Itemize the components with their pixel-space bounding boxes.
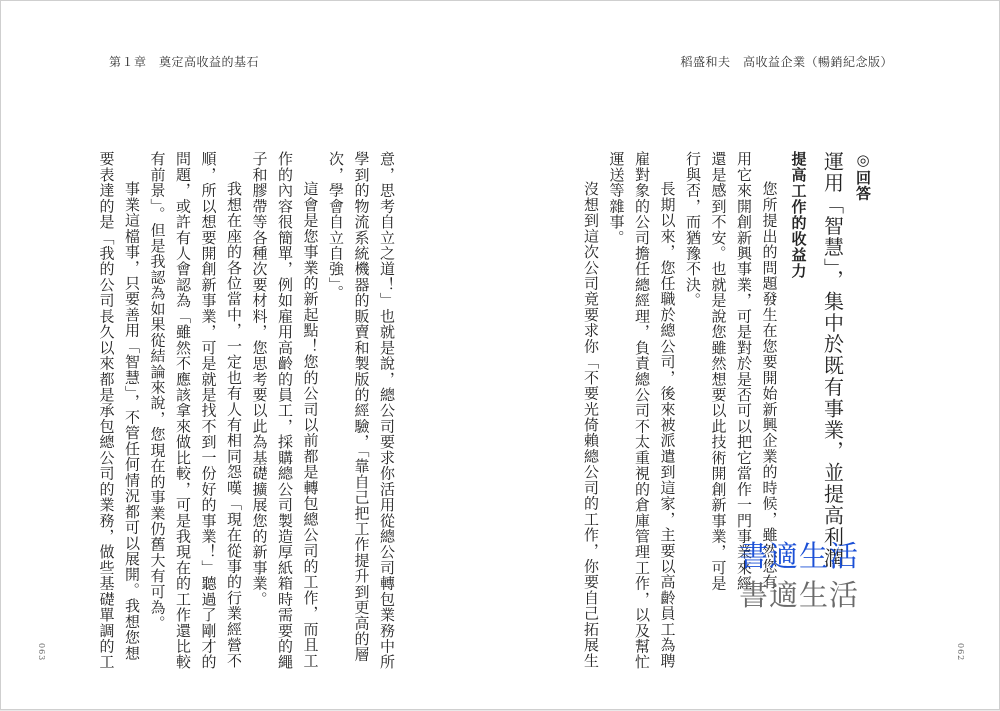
text-column: 順，所以想要開創新事業，可是就是找不到一份好的事業！」聽過了剛才的 bbox=[199, 151, 218, 670]
page-number-left: 063 bbox=[37, 643, 46, 662]
text-column: 還是感到不安。也就是說您雖然想要以此技術開創新事業，可是 bbox=[709, 151, 728, 592]
text-column: 用它來開創新興事業，可是對於是否可以把它當作一門事業來經 bbox=[735, 151, 753, 592]
text-column: 長期以來，您任職於總公司，後來被派遣到這家，主要以高齡員工為聘 bbox=[658, 181, 677, 669]
left-body-text bbox=[93, 151, 399, 670]
text-column: 子和膠帶等各種次要材料，您思考要以此為基礎擴展您的新事業。 bbox=[250, 151, 269, 607]
text-column: 次，學會自立自強」。 bbox=[327, 151, 345, 301]
text-column: 意，思考自立之道！」也就是說，總公司要求你活用從總公司轉包業務中所 bbox=[378, 151, 396, 670]
page-number-right: 062 bbox=[956, 643, 965, 662]
text-column: 運送等雜事。 bbox=[607, 151, 626, 246]
section-subheading: 提高工作的收益力 bbox=[789, 151, 808, 279]
running-head-right: 稻盛和夫 高收益企業（暢銷紀念版） bbox=[680, 55, 893, 69]
text-column: 問題，或許有人會認為「雖然不應該拿來做比較，可是我現在的工作還比較 bbox=[174, 151, 192, 670]
watermark-blue: 書適生活 bbox=[739, 539, 860, 573]
watermark-gray: 書適生活 bbox=[739, 578, 860, 612]
text-column: 這會是您事業的新起點！您的公司以前都是轉包總公司的工作，而且工 bbox=[301, 181, 320, 669]
answer-label: ◎回答 bbox=[854, 151, 872, 202]
text-column: 學到的物流系統機器的販賣和製版的經驗，「靠自己把工作提升到更高的層 bbox=[352, 151, 371, 663]
text-column: 沒想到這次公司竟要求你「不要光倚賴總公司的工作，你要自己拓展生 bbox=[582, 181, 600, 669]
text-column: 行與否，而猶豫不決。 bbox=[684, 151, 702, 309]
text-column: 雇對象的公司擔任總經理，負責總公司不太重視的倉庫管理工作，以及幫忙 bbox=[633, 151, 651, 670]
text-column: 要表達的是「我的公司長久以來都是承包總公司的業務，做些基礎單調的工 bbox=[97, 151, 116, 670]
text-column: 事業這檔事，只要善用「智慧」，不管任何情況都可以展開。我想您想 bbox=[123, 181, 141, 661]
text-column: 有前景」。但是我認為如果從結論來說，您現在的事業仍舊大有可為。 bbox=[148, 151, 167, 631]
section-heading: 運用「智慧」，集中於既有事業，並提高利潤 bbox=[820, 151, 845, 569]
running-head-left: 第１章 奠定高收益的基石 bbox=[109, 55, 260, 69]
text-column: 您所提出的問題發生在您要開始新興企業的時候，雖然您有 bbox=[760, 181, 779, 590]
text-column: 我想在座的各位當中，一定也有人有相同怨嘆「現在從事的行業經營不 bbox=[225, 181, 243, 669]
left-page bbox=[1, 1, 501, 711]
text-column: 作的內容很簡單，例如雇用高齡的員工，採購總公司製造厚紙箱時需要的繩 bbox=[276, 151, 294, 670]
